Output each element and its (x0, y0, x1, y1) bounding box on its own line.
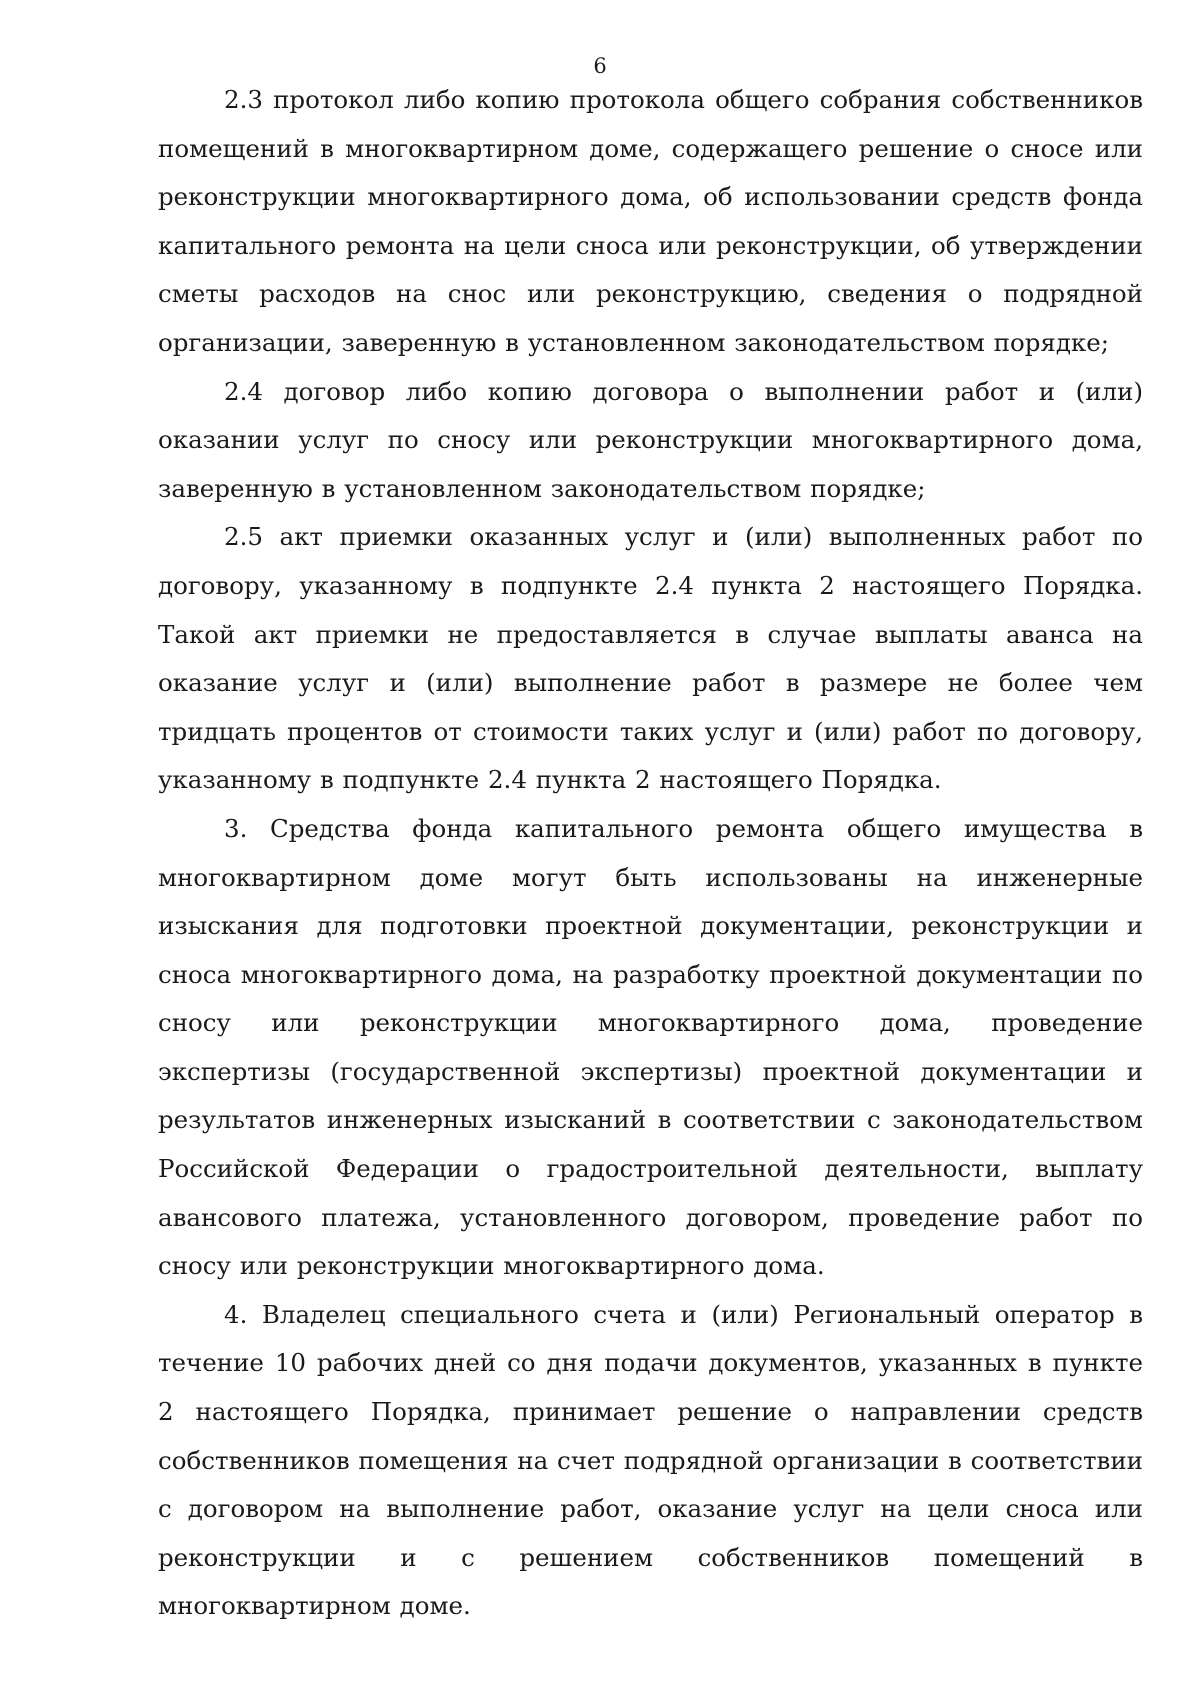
paragraph-3: 3. Средства фонда капитального ремонта общего имущества в многоквартирном доме могут быть использованы на инженерные изыскания для подготовки проектной документации, реконструкции и сноса многоквартирного дома, на разработку проектной документации по сносу или реконструкции многоквартирного дома, проведение экспертизы (государственной экспертизы) проектной документации и результатов инженерных изысканий в соответствии с законодательством Российской Федерации о градостроительной деятельности, выплату авансового платежа, установленного договором, проведение работ по сносу или реконструкции многоквартирного дома. (158, 813, 1143, 1281)
paragraph-2-3: 2.3 протокол либо копию протокола общего собрания собственников помещений в многоквартирном доме, содержащего решение о сносе или реконструкции многоквартирного дома, об использовании средств фонда капитального ремонта на цели сноса или реконструкции, об утверждении сметы расходов на снос или реконструкцию, сведения о подрядной организации, заверенную в установленном законодательством порядке; (158, 85, 1143, 357)
page-number: 6 (593, 54, 607, 78)
paragraph-2-4: 2.4 договор либо копию договора о выполнении работ и (или) оказании услуг по сносу или реконструкции многоквартирного дома, заверенную в установленном законодательством порядке; (158, 376, 1143, 503)
paragraph-2-5: 2.5 акт приемки оказанных услуг и (или) выполненных работ по договору, указанному в подпункте 2.4 пункта 2 настоящего Порядка. Такой акт приемки не предоставляется в случае выплаты аванса на оказание услуг и (или) выполнение работ в размере не более чем тридцать процентов от стоимости таких услуг и (или) работ по договору, указанному в подпункте 2.4 пункта 2 настоящего Порядка. (158, 522, 1143, 795)
paragraph-4: 4. Владелец специального счета и (или) Региональный оператор в течение 10 рабочих дней со дня подачи документов, указанных в пункте 2 настоящего Порядка, принимает решение о направлении средств собственников помещения на счет подрядной организации в соответствии с договором на выполнение работ, оказание услуг на цели сноса или реконструкции и с решением собственников помещений в многоквартирном доме. (158, 1299, 1143, 1621)
document-body (158, 76, 1143, 1631)
